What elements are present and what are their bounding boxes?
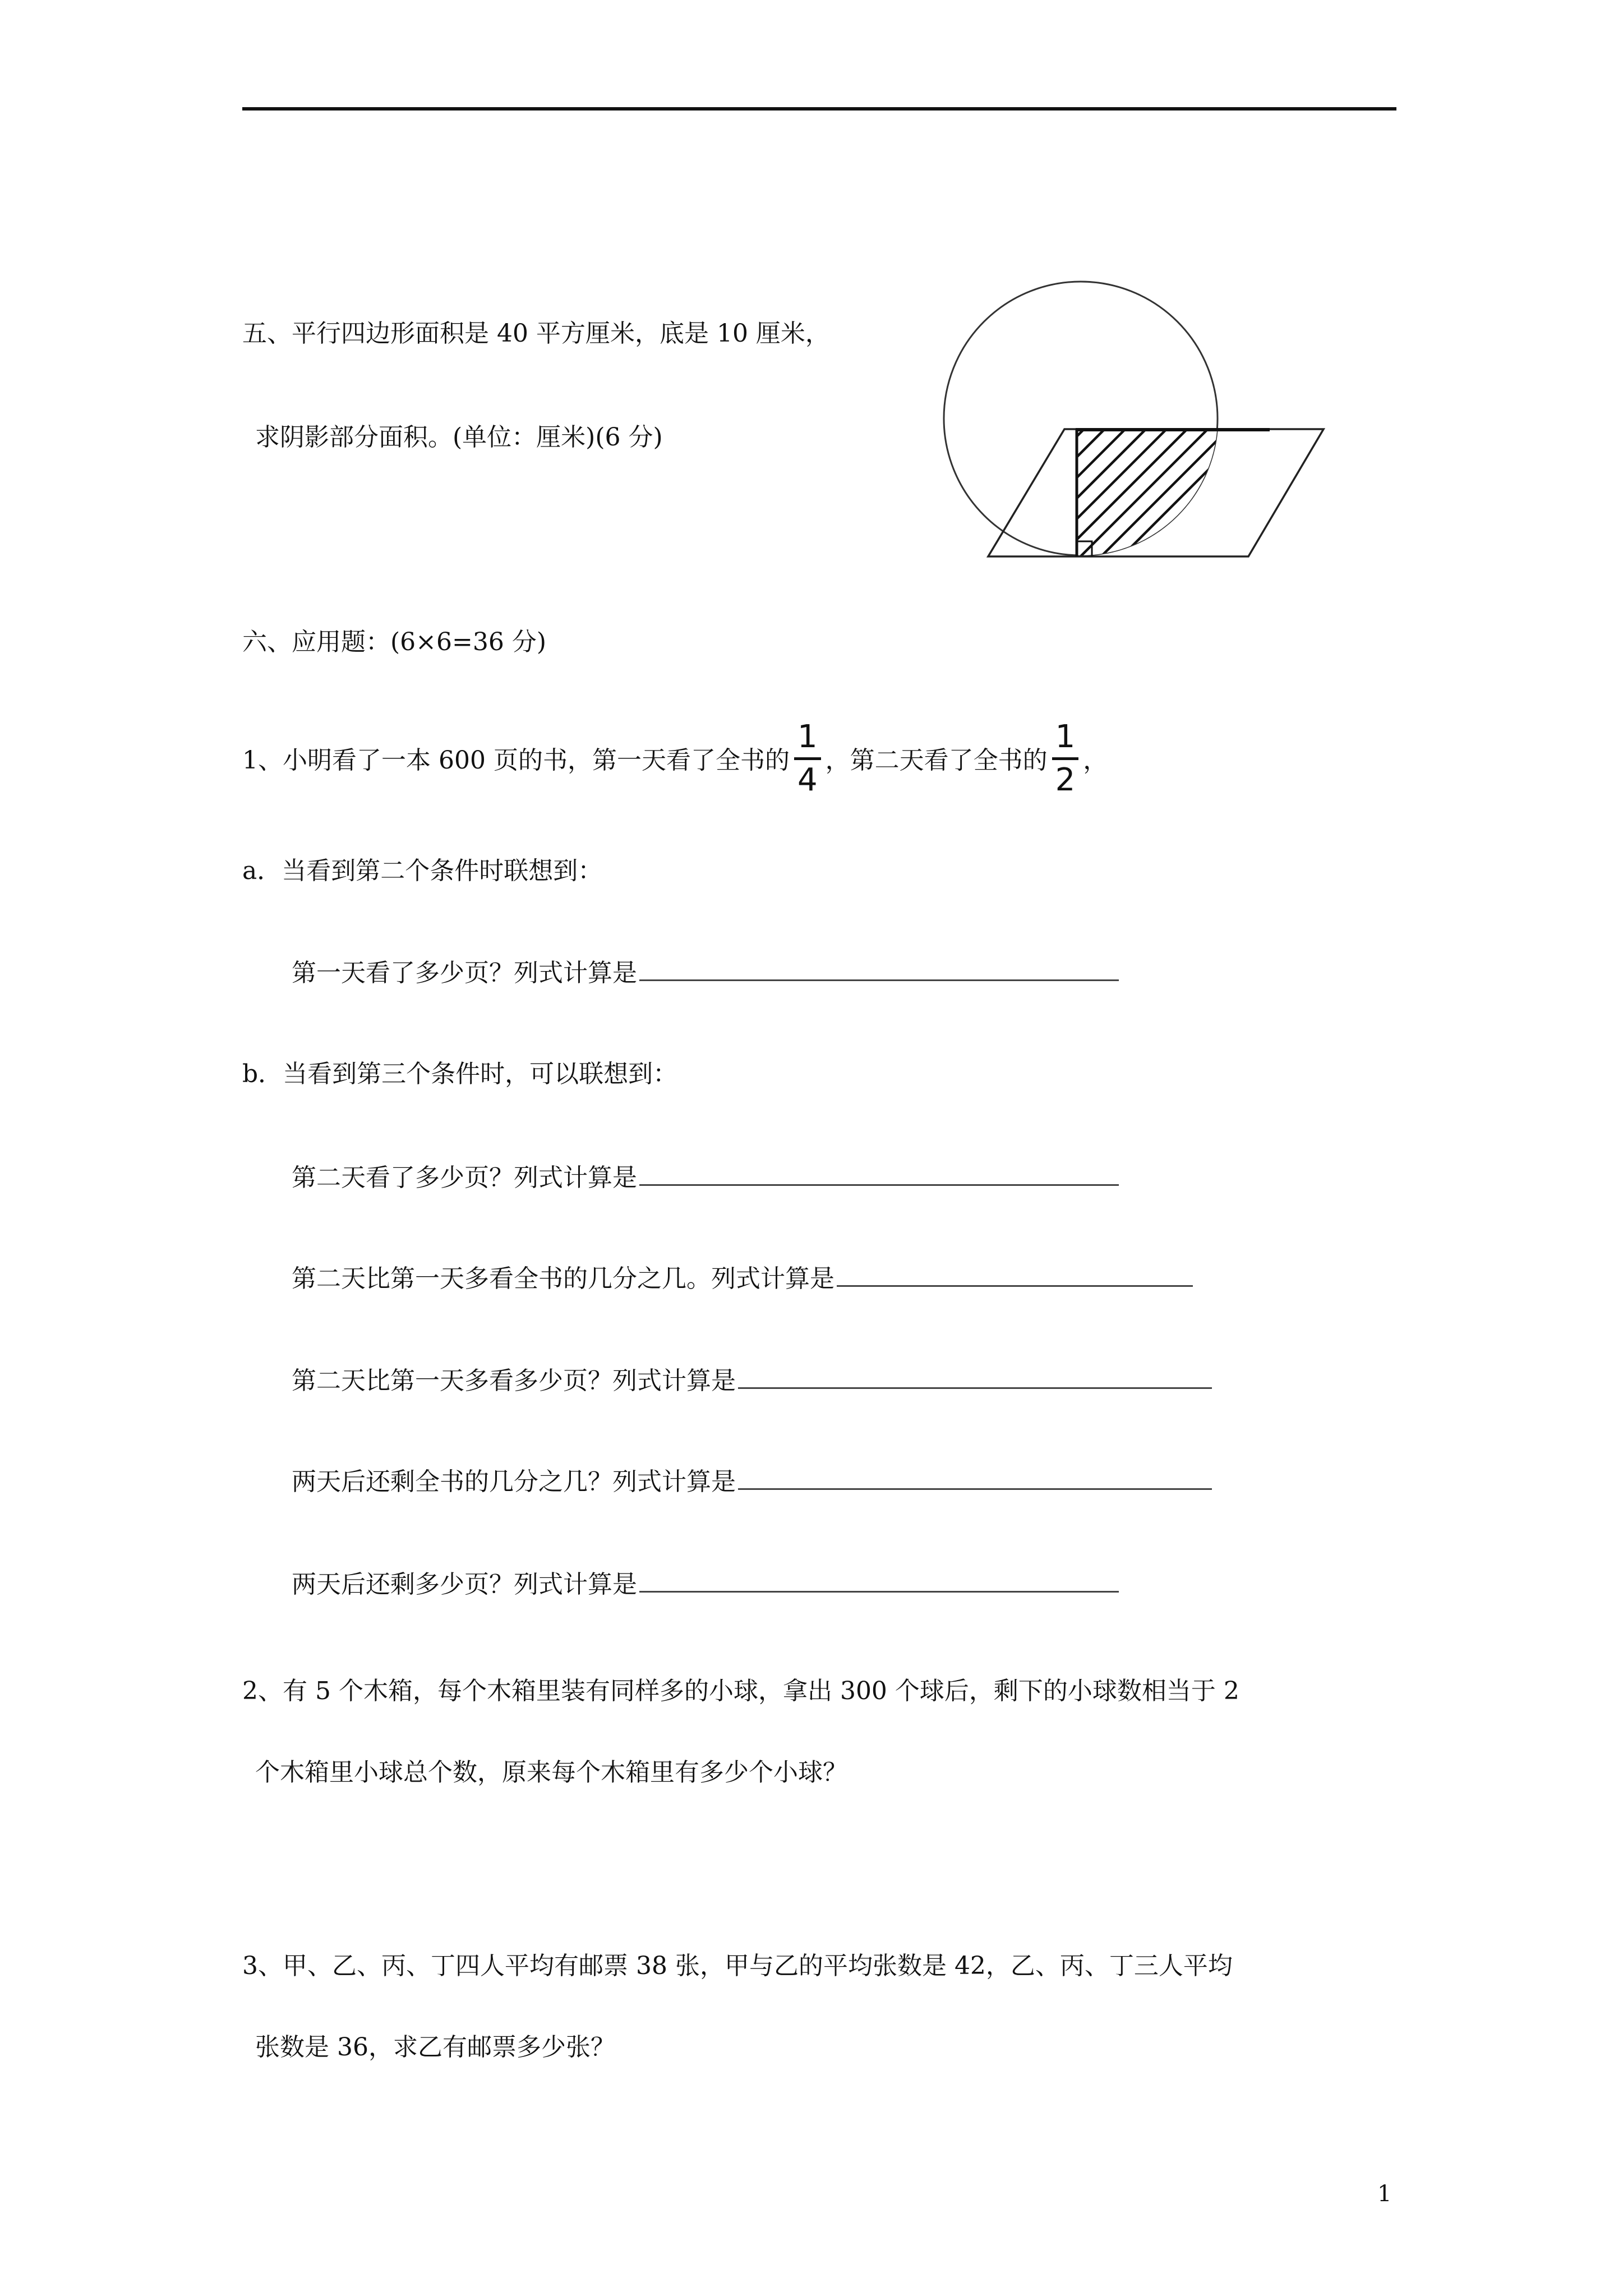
- q1-b4: 两天后还剩全书的几分之几？列式计算是: [292, 1465, 1212, 1499]
- q5-figure: [942, 280, 1335, 572]
- q1-b5: 两天后还剩多少页？列式计算是: [292, 1568, 1119, 1602]
- q5-line2: 求阴影部分面积。(单位：厘米)(6 分): [255, 423, 663, 452]
- q1-b1: 第二天看了多少页？列式计算是: [292, 1161, 1119, 1195]
- q1-a-title: a．当看到第二个条件时联想到：: [242, 857, 603, 885]
- answer-blank[interactable]: [738, 1488, 1212, 1490]
- answer-blank[interactable]: [639, 1184, 1119, 1186]
- q2-line1: 2、有 5 个木箱，每个木箱里装有同样多的小球，拿出 300 个球后，剩下的小球数相当于 2: [242, 1677, 1239, 1705]
- q1-b-title: b．当看到第三个条件时，可以联想到：: [242, 1060, 678, 1088]
- page-number: 1: [1377, 2181, 1392, 2207]
- q1-b3: 第二天比第一天多看多少页？列式计算是: [292, 1364, 1212, 1398]
- fraction-one-half: 1 2: [1052, 721, 1079, 796]
- q1-stem: [242, 719, 1108, 799]
- answer-blank[interactable]: [837, 1285, 1193, 1287]
- q1-a1: 第一天看了多少页？列式计算是: [292, 956, 1119, 990]
- q3-line1: 3、甲、乙、丙、丁四人平均有邮票 38 张，甲与乙的平均张数是 42，乙、丙、丁三人平均: [242, 1952, 1233, 1980]
- section6-title: 六、应用题：(6×6=36 分): [242, 628, 547, 656]
- q2-line2: 个木箱里小球总个数，原来每个木箱里有多少个小球？: [255, 1758, 847, 1787]
- answer-blank[interactable]: [639, 1590, 1119, 1593]
- q1-prefix: 1、小明看了一本 600 页的书，第一天看了全书的: [242, 746, 790, 775]
- fraction-one-quarter: 1 4: [794, 721, 821, 796]
- shaded-region: [1077, 429, 1270, 556]
- q1-suffix: ，: [1083, 746, 1108, 775]
- header-rule: [242, 107, 1396, 111]
- answer-blank[interactable]: [639, 979, 1119, 981]
- q1-middle: ，第二天看了全书的: [825, 746, 1048, 775]
- answer-blank[interactable]: [738, 1387, 1212, 1389]
- q3-line2: 张数是 36，求乙有邮票多少张？: [255, 2033, 615, 2062]
- q5-line1: 五、平行四边形面积是 40 平方厘米，底是 10 厘米，: [242, 319, 830, 348]
- q1-b2: 第二天比第一天多看全书的几分之几。列式计算是: [292, 1262, 1193, 1296]
